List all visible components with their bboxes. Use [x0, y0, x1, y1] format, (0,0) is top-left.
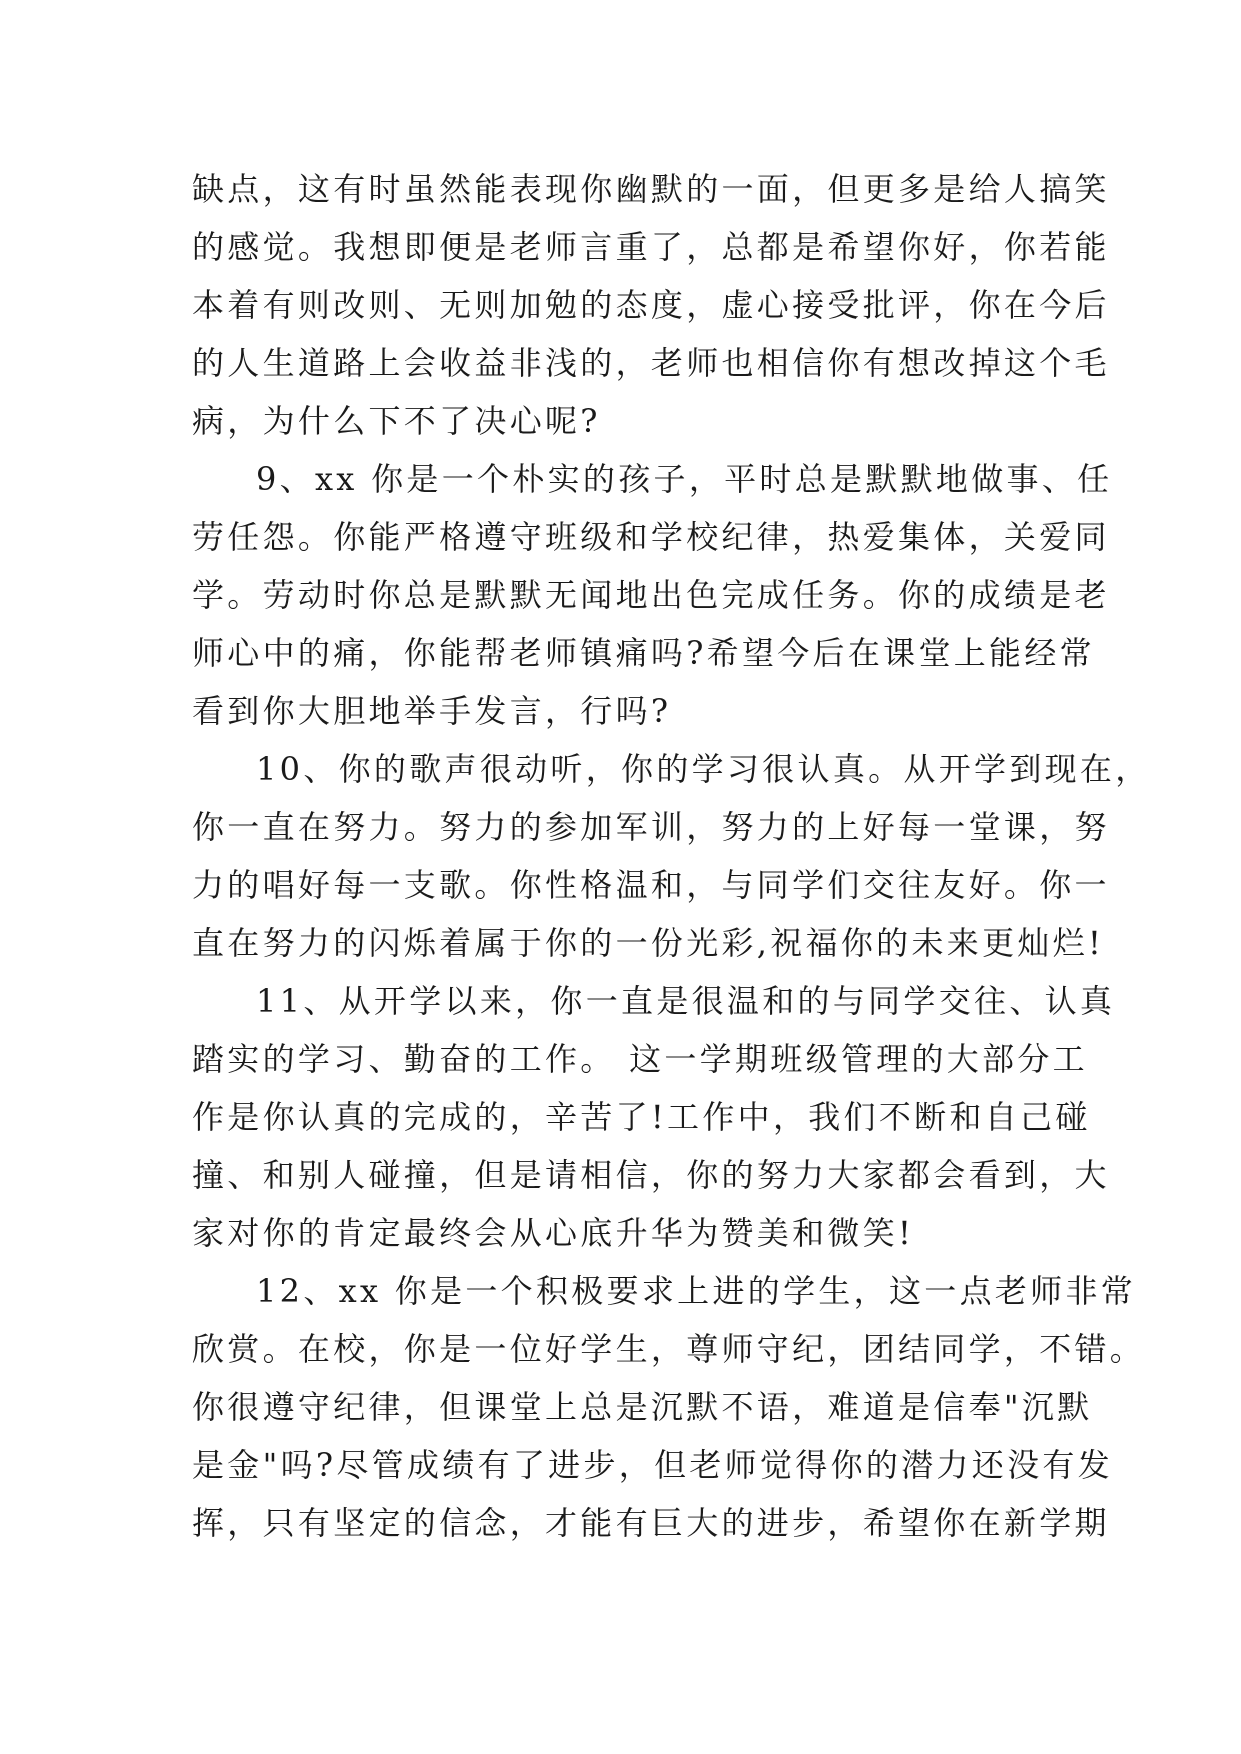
text-line: 是金"吗?尽管成绩有了进步，但老师觉得你的潜力还没有发 [192, 1446, 1113, 1484]
text-line: 撞、和别人碰撞，但是请相信，你的努力大家都会看到，大 [192, 1156, 1110, 1194]
text-line: 11、从开学以来，你一直是很温和的与同学交往、认真 [256, 982, 1116, 1020]
text-line: 本着有则改则、无则加勉的态度，虚心接受批评，你在今后 [192, 286, 1110, 324]
text-line: 看到你大胆地举手发言，行吗? [192, 692, 672, 730]
text-line: 踏实的学习、勤奋的工作。 这一学期班级管理的大部分工 [192, 1040, 1088, 1078]
text-line: 的感觉。我想即便是老师言重了，总都是希望你好，你若能 [192, 228, 1110, 266]
text-line: 9、xx 你是一个朴实的孩子，平时总是默默地做事、任 [256, 460, 1113, 498]
text-line: 你一直在努力。努力的参加军训，努力的上好每一堂课，努 [192, 808, 1110, 846]
text-line: 欣赏。在校，你是一位好学生，尊师守纪，团结同学，不错。 [192, 1330, 1146, 1368]
document-body [192, 160, 1151, 1552]
text-line: 12、xx 你是一个积极要求上进的学生，这一点老师非常 [256, 1272, 1137, 1310]
text-line: 直在努力的闪烁着属于你的一份光彩,祝福你的未来更灿烂! [192, 924, 1105, 962]
text-line: 作是你认真的完成的，辛苦了!工作中，我们不断和自己碰 [192, 1098, 1091, 1136]
text-line: 10、你的歌声很动听，你的学习很认真。从开学到现在， [256, 750, 1151, 788]
text-line: 劳任怨。你能严格遵守班级和学校纪律，热爱集体，关爱同 [192, 518, 1110, 556]
text-line: 你很遵守纪律，但课堂上总是沉默不语，难道是信奉"沉默 [192, 1388, 1093, 1426]
text-line: 挥，只有坚定的信念，才能有巨大的进步，希望你在新学期 [192, 1504, 1110, 1542]
text-line: 师心中的痛，你能帮老师镇痛吗?希望今后在课堂上能经常 [192, 634, 1095, 672]
text-line: 力的唱好每一支歌。你性格温和，与同学们交往友好。你一 [192, 866, 1110, 904]
text-line: 缺点，这有时虽然能表现你幽默的一面，但更多是给人搞笑 [192, 170, 1110, 208]
text-line: 病，为什么下不了决心呢? [192, 402, 601, 440]
text-line: 的人生道路上会收益非浅的，老师也相信你有想改掉这个毛 [192, 344, 1110, 382]
text-line: 学。劳动时你总是默默无闻地出色完成任务。你的成绩是老 [192, 576, 1110, 614]
text-line: 家对你的肯定最终会从心底升华为赞美和微笑! [192, 1214, 915, 1252]
